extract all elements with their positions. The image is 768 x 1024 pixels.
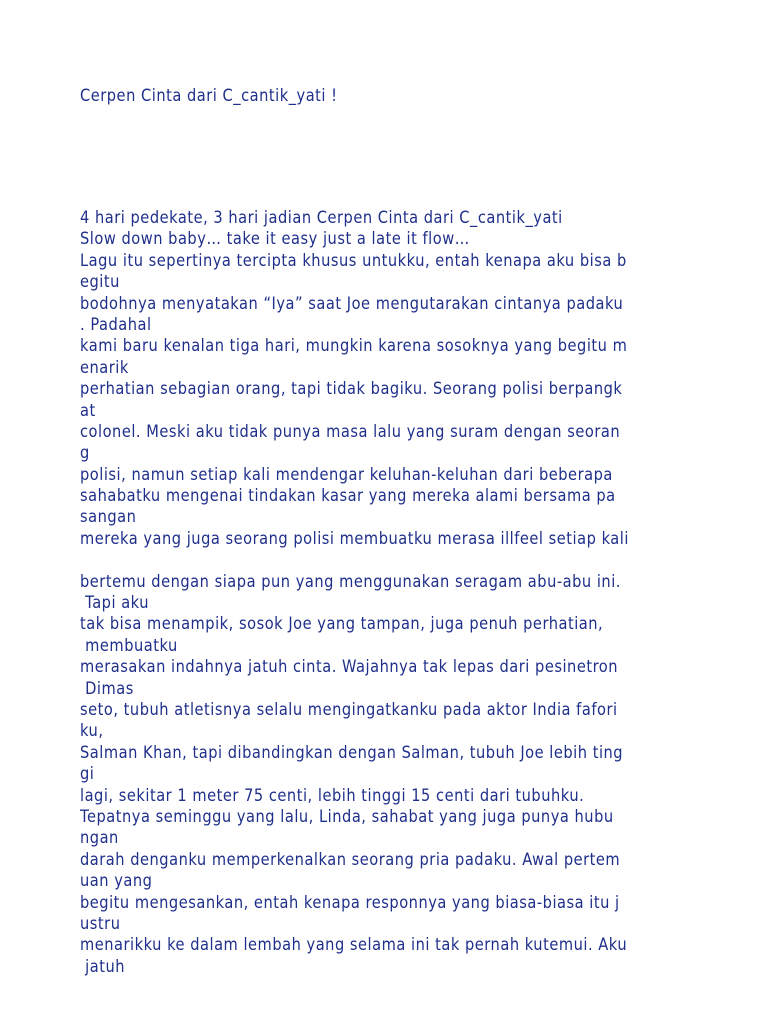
text-line: ngan (80, 828, 119, 849)
text-line: sahabatku mengenai tindakan kasar yang mereka alami bersama pa (80, 486, 616, 507)
story-body (80, 208, 629, 978)
text-line: Tepatnya seminggu yang lalu, Linda, sahabat yang juga punya hubu (80, 806, 614, 827)
text-line: lagi, sekitar 1 meter 75 centi, lebih tinggi 15 centi dari tubuhku. (80, 785, 585, 806)
text-line: jatuh (80, 956, 126, 977)
text-line: egitu (80, 272, 120, 293)
text-line: kami baru kenalan tiga hari, mungkin karena sosoknya yang begitu m (80, 336, 628, 357)
text-line: seto, tubuh atletisnya selalu mengingatkanku pada aktor India fafori (80, 699, 618, 720)
text-line: . Padahal (80, 314, 152, 335)
text-line: enarik (80, 357, 129, 378)
page-title: Cerpen Cinta dari C_cantik_yati ! (80, 86, 338, 106)
text-line: darah denganku memperkenalkan seorang pria padaku. Awal pertem (80, 849, 621, 870)
text-line: Salman Khan, tapi dibandingkan dengan Salman, tubuh Joe lebih ting (80, 742, 624, 763)
text-line: sangan (80, 507, 137, 528)
text-line: tak bisa menampik, sosok Joe yang tampan, juga penuh perhatian, (80, 614, 604, 635)
text-line: 4 hari pedekate, 3 hari jadian Cerpen Cinta dari C_cantik_yati (80, 208, 563, 228)
text-line: gi (80, 764, 95, 785)
text-line (80, 550, 629, 571)
text-line: at (80, 400, 96, 421)
text-line: merasakan indahnya jatuh cinta. Wajahnya tak lepas dari pesinetron (80, 657, 619, 678)
text-line: g (80, 443, 90, 464)
text-line: mereka yang juga seorang polisi membuatku merasa illfeel setiap kali (80, 528, 629, 549)
text-line: menarikku ke dalam lembah yang selama ini tak pernah kutemui. Aku (80, 935, 628, 956)
text-line: colonel. Meski aku tidak punya masa lalu yang suram dengan seoran (80, 421, 621, 442)
text-line: perhatian sebagian orang, tapi tidak bagiku. Seorang polisi berpangk (80, 379, 623, 400)
text-line: bodohnya menyatakan “Iya” saat Joe mengutarakan cintanya padaku (80, 293, 624, 314)
text-line: Lagu itu sepertinya tercipta khusus untukku, entah kenapa aku bisa b (80, 250, 627, 271)
text-line: ustru (80, 913, 121, 934)
text-line: Tapi aku (80, 593, 150, 614)
text-line: Slow down baby… take it easy just a late it flow… (80, 229, 470, 250)
text-line: membuatku (80, 635, 178, 656)
text-line: ku, (80, 721, 104, 742)
text-line: begitu mengesankan, entah kenapa responnya yang biasa-biasa itu j (80, 892, 620, 913)
text-line: bertemu dengan siapa pun yang menggunakan seragam abu-abu ini. (80, 571, 621, 592)
text-line: polisi, namun setiap kali mendengar keluhan-keluhan dari beberapa (80, 464, 613, 485)
text-line: Dimas (80, 678, 134, 699)
text-line: uan yang (80, 871, 153, 892)
